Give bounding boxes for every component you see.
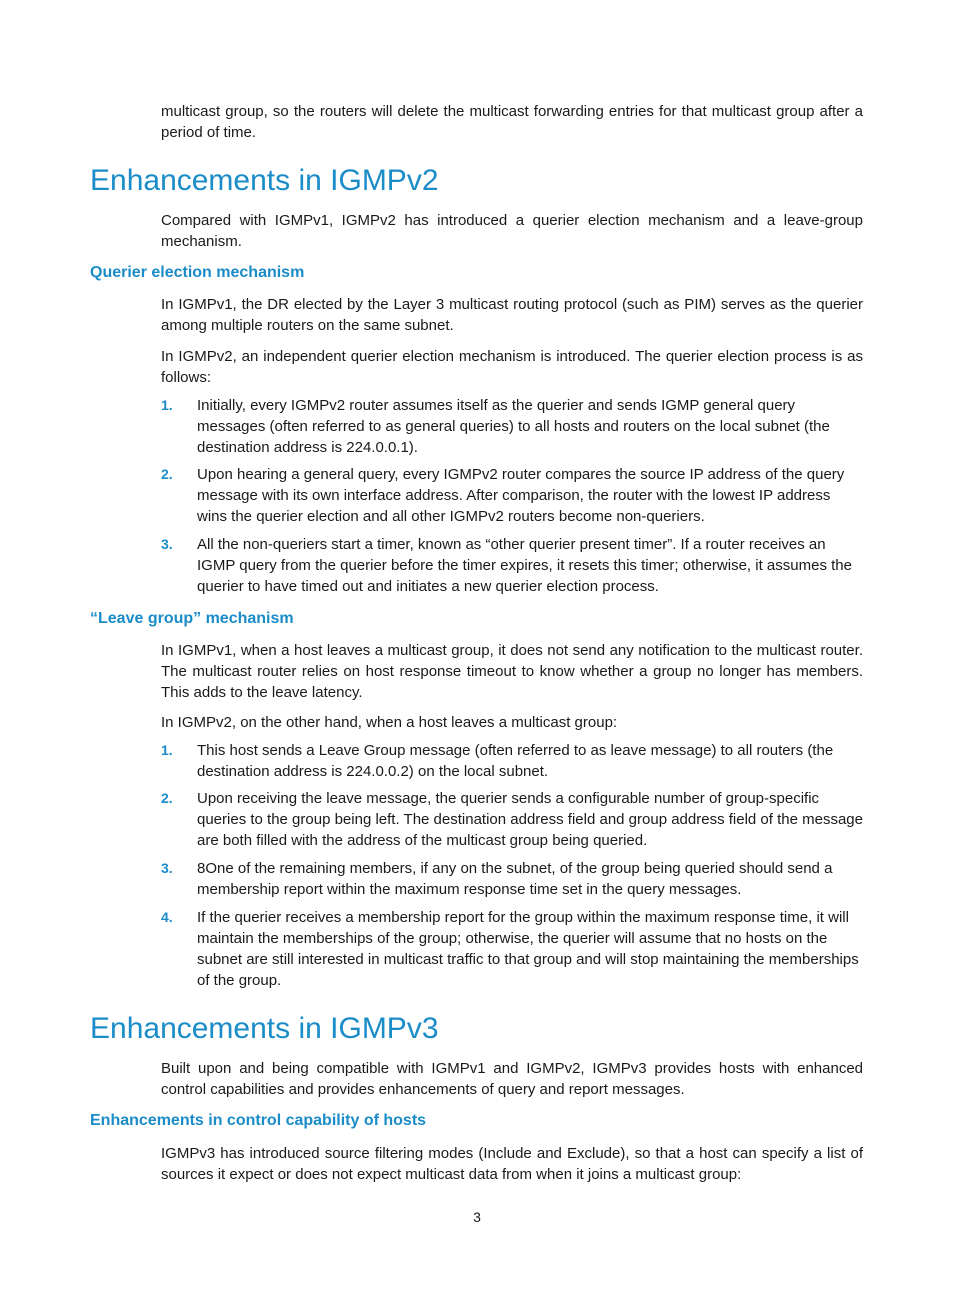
heading-leave-group: “Leave group” mechanism bbox=[90, 610, 294, 627]
igmpv2-intro-paragraph: Compared with IGMPv1, IGMPv2 has introduced a querier election mechanism and a leave-group mechanism. bbox=[161, 212, 863, 250]
list-text: If the querier receives a membership report for the group within the maximum response time, it will maintain the memberships of the group; otherwise, the querier will assume that no hosts on the subnet are still interested in multicast traffic to that group and will stop maintaining the memberships of the group. bbox=[197, 909, 859, 989]
control-paragraph-1: IGMPv3 has introduced source filtering modes (Include and Exclude), so that a host can specify a list of sources it expect or does not expect multicast data from when it joins a multicast group: bbox=[161, 1145, 863, 1183]
querier-paragraph-2: In IGMPv2, an independent querier election mechanism is introduced. The querier election process is as follows: bbox=[161, 348, 863, 386]
querier-paragraph-1: In IGMPv1, the DR elected by the Layer 3 multicast routing protocol (such as PIM) serves as the querier among multiple routers on the same subnet. bbox=[161, 296, 863, 334]
heading-enhancements-igmpv3: Enhancements in IGMPv3 bbox=[90, 1012, 439, 1045]
heading-querier-election: Querier election mechanism bbox=[90, 264, 305, 281]
list-number: 1. bbox=[161, 742, 173, 758]
list-number: 2. bbox=[161, 466, 173, 482]
igmpv3-intro-paragraph: Built upon and being compatible with IGMPv1 and IGMPv2, IGMPv3 provides hosts with enhanced control capabilities and provides enhancements of query and report messages. bbox=[161, 1060, 863, 1098]
leave-paragraph-1: In IGMPv1, when a host leaves a multicast group, it does not send any notification to the multicast router. The multicast router relies on host response timeout to know whether a group no longer has members. This adds to the leave latency. bbox=[161, 642, 863, 701]
list-text: All the non-queriers start a timer, known as “other querier present timer”. If a router receives an IGMP query from the querier before the timer expires, it resets this timer; otherwise, it assumes the querier to have timed out and initiates a new querier election process. bbox=[197, 536, 852, 595]
leave-step-2 bbox=[161, 788, 863, 851]
list-number: 4. bbox=[161, 909, 173, 925]
list-text: 8One of the remaining members, if any on the subnet, of the group being queried should send a membership report within the maximum response time set in the query messages. bbox=[197, 860, 833, 898]
list-number: 1. bbox=[161, 397, 173, 413]
list-number: 3. bbox=[161, 536, 173, 552]
leave-paragraph-2: In IGMPv2, on the other hand, when a host leaves a multicast group: bbox=[161, 714, 618, 731]
leave-step-1 bbox=[161, 740, 863, 782]
querier-step-2 bbox=[161, 464, 863, 527]
querier-step-3 bbox=[161, 534, 863, 597]
list-number: 3. bbox=[161, 860, 173, 876]
list-text: Upon hearing a general query, every IGMPv2 router compares the source IP address of the query message with its own interface address. After comparison, the router with the lowest IP address wins the querier election and all other IGMPv2 routers become non-queriers. bbox=[197, 466, 845, 525]
page-number: 3 bbox=[473, 1209, 481, 1225]
heading-enhancements-igmpv2: Enhancements in IGMPv2 bbox=[90, 164, 439, 197]
querier-step-1 bbox=[161, 395, 863, 458]
list-text: Initially, every IGMPv2 router assumes itself as the querier and sends IGMP general query messages (often referred to as general queries) to all hosts and routers on the local subnet (the destination address is 224.0.0.1). bbox=[197, 397, 830, 456]
heading-control-capability: Enhancements in control capability of hosts bbox=[90, 1112, 427, 1129]
leave-step-4 bbox=[161, 907, 863, 991]
list-text: Upon receiving the leave message, the querier sends a configurable number of group-specific queries to the group being left. The destination address field and group address field of the message are both filled with the address of the multicast group being queried. bbox=[197, 790, 863, 849]
list-number: 2. bbox=[161, 790, 173, 806]
list-text: This host sends a Leave Group message (often referred to as leave message) to all routers (the destination address is 224.0.0.2) on the local subnet. bbox=[197, 742, 834, 780]
intro-continued-paragraph: multicast group, so the routers will delete the multicast forwarding entries for that multicast group after a period of time. bbox=[161, 103, 863, 141]
leave-step-3 bbox=[161, 858, 863, 900]
